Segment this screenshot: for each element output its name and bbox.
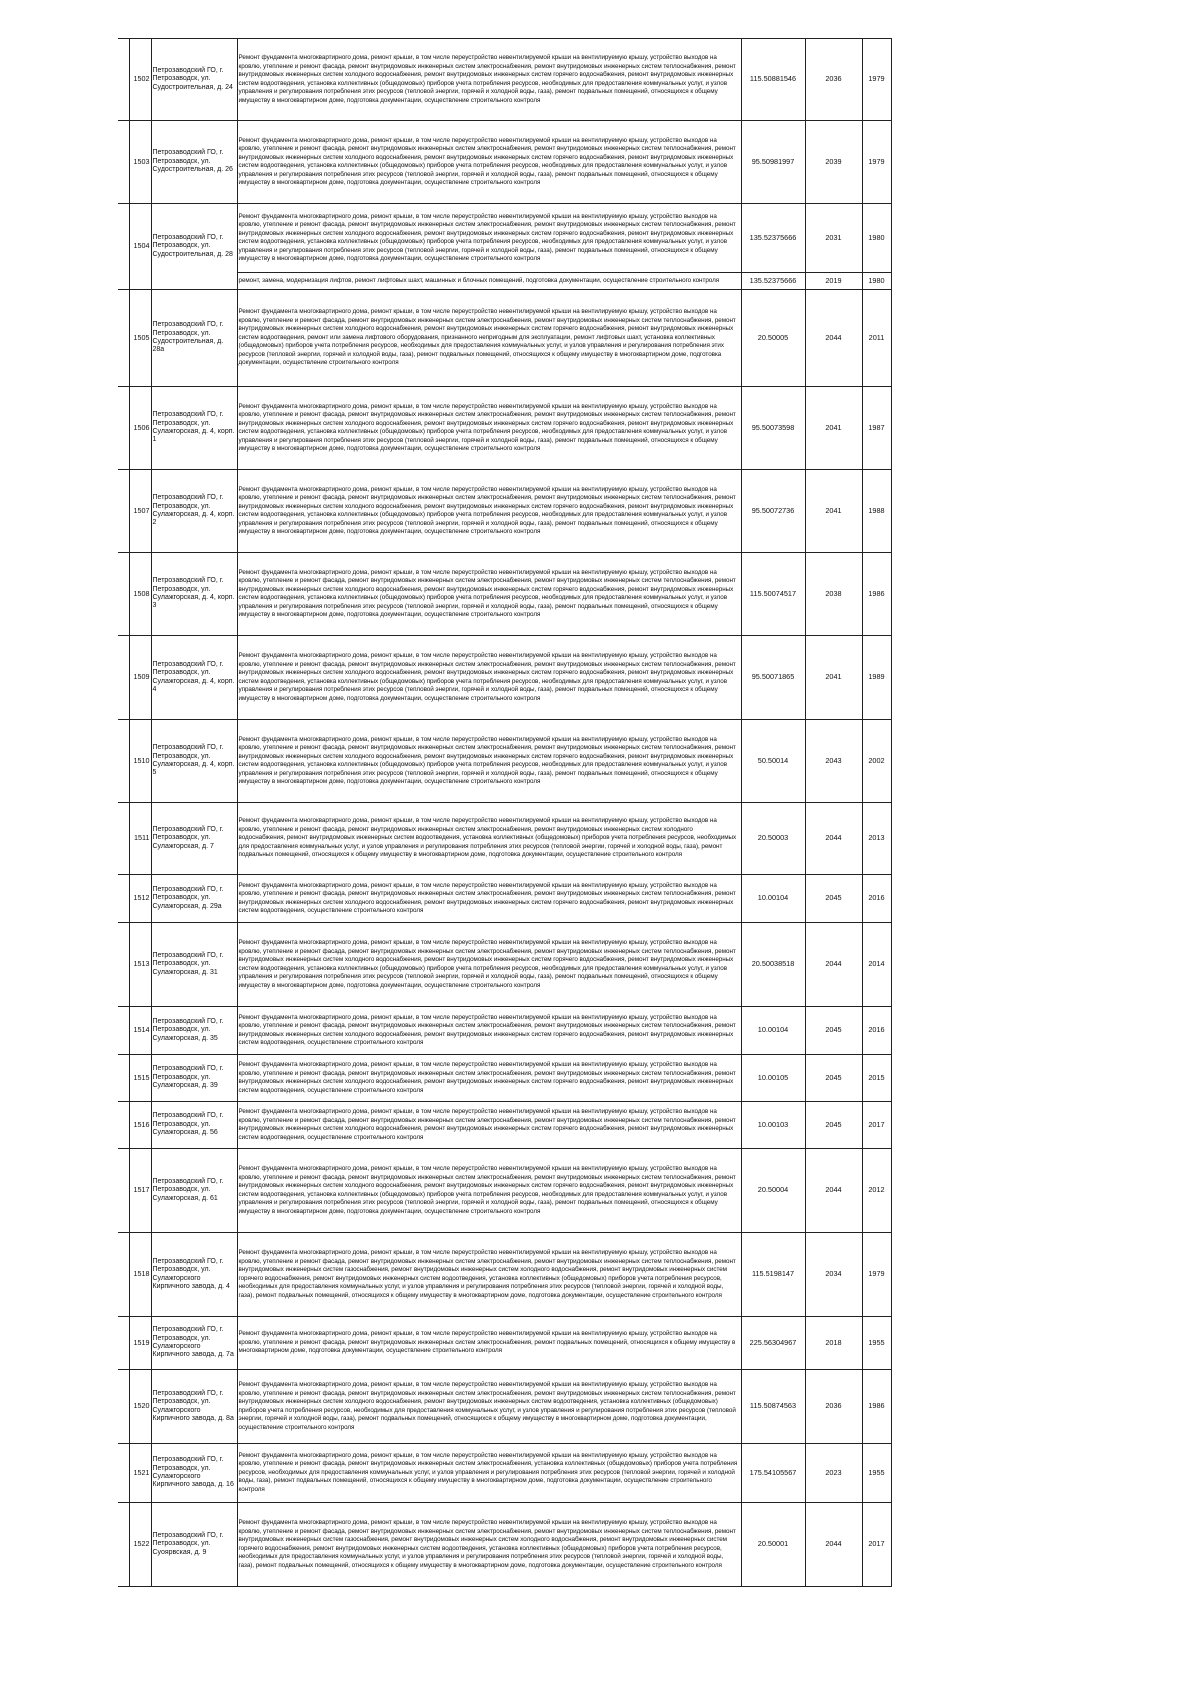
table-row	[118, 1444, 891, 1503]
built-year-cell: 2015	[862, 1055, 891, 1102]
works-cell: Ремонт фундамента многоквартирного дома, ремонт крыши, в том числе переустройство невентилируемой крыши на вентилируемую крышу, устройство выходов на кровлю, утепление и ремонт фасада, ремонт внутридомовых инженерных систем электроснабжения, ремонт внутридомовых инженерных систем теплоснабжения, ремонт внутридомовых инженерных систем холодного водоснабжения, ремонт внутридомовых инженерных систем горячего водоснабжения, ремонт внутридомовых инженерных систем водоотведения, ремонт или замена лифтового оборудования, признанного непригодным для эксплуатации, ремонт лифтовых шахт, установка коллективных (общедомовых) приборов учета потребления ресурсов, необходимых для предоставления коммунальных услуг, и узлов управления и регулирования потребления этих ресурсов (тепловой энергии, горячей и холодной воды, газа), ремонт подвальных помещений, относящихся к общему имуществу в многоквартирном доме, подготовка документации, осуществление строительного контроля	[237, 290, 741, 387]
row-number: 1503	[129, 121, 151, 204]
planned-year-cell: 2044	[805, 803, 862, 875]
value-cell: 115.5198147	[741, 1233, 805, 1317]
works-cell: Ремонт фундамента многоквартирного дома, ремонт крыши, в том числе переустройство невентилируемой крыши на вентилируемую крышу, устройство выходов на кровлю, утепление и ремонт фасада, ремонт внутридомовых инженерных систем электроснабжения, ремонт внутридомовых инженерных систем теплоснабжения, ремонт внутридомовых инженерных систем холодного водоснабжения, ремонт внутридомовых инженерных систем горячего водоснабжения, ремонт внутридомовых инженерных систем водоотведения, установка коллективных (общедомовых) приборов учета потребления ресурсов, необходимых для предоставления коммунальных услуг, и узлов управления и регулирования потребления этих ресурсов (тепловой энергии, горячей и холодной воды, газа), ремонт подвальных помещений, относящихся к общему имуществу в многоквартирном доме, подготовка документации, осуществление строительного контроля	[237, 121, 741, 204]
planned-year-cell: 2043	[805, 720, 862, 803]
address-cell: Петрозаводский ГО, г. Петрозаводск, ул. Сулажгорская, д. 29а	[151, 875, 237, 923]
built-year-cell: 2016	[862, 1007, 891, 1055]
address-cell: Петрозаводский ГО, г. Петрозаводск, ул. Сулажгорская, д. 4, корп. 2	[151, 470, 237, 553]
row-number: 1507	[129, 470, 151, 553]
table-row	[118, 39, 891, 121]
works-cell: Ремонт фундамента многоквартирного дома, ремонт крыши, в том числе переустройство невентилируемой крыши на вентилируемую крышу, устройство выходов на кровлю, утепление и ремонт фасада, ремонт внутридомовых инженерных систем электроснабжения, ремонт внутридомовых инженерных систем теплоснабжения, ремонт внутридомовых инженерных систем холодного водоснабжения, ремонт внутридомовых инженерных систем горячего водоснабжения, ремонт внутридомовых инженерных систем водоотведения, осуществление строительного контроля	[237, 1102, 741, 1149]
built-year-cell: 2012	[862, 1149, 891, 1233]
row-number: 1510	[129, 720, 151, 803]
planned-year-cell: 2041	[805, 470, 862, 553]
address-cell: Петрозаводский ГО, г. Петрозаводск, ул. Сулажгорская, д. 56	[151, 1102, 237, 1149]
row-number: 1521	[129, 1444, 151, 1503]
built-year-cell: 1989	[862, 636, 891, 720]
planned-year-cell: 2031	[805, 204, 862, 273]
table-row	[118, 1102, 891, 1149]
row-number: 1517	[129, 1149, 151, 1233]
row-number: 1516	[129, 1102, 151, 1149]
row-number: 1512	[129, 875, 151, 923]
value-cell: 10.00104	[741, 1007, 805, 1055]
planned-year-cell: 2018	[805, 1317, 862, 1370]
planned-year-cell: 2034	[805, 1233, 862, 1317]
value-cell: 20.50005	[741, 290, 805, 387]
address-cell: Петрозаводский ГО, г. Петрозаводск, ул. Сулажгорская, д. 31	[151, 923, 237, 1007]
works-cell: Ремонт фундамента многоквартирного дома, ремонт крыши, в том числе переустройство невентилируемой крыши на вентилируемую крышу, устройство выходов на кровлю, утепление и ремонт фасада, ремонт внутридомовых инженерных систем электроснабжения, ремонт внутридомовых инженерных систем холодного водоснабжения, ремонт внутридомовых инженерных систем водоотведения, установка коллективных (общедомовых) приборов учета потребления ресурсов, необходимых для предоставления коммунальных услуг, и узлов управления и регулирования потребления этих ресурсов (тепловой энергии, горячей и холодной воды, газа), ремонт подвальных помещений, относящихся к общему имуществу в многоквартирном доме, подготовка документации, осуществление строительного контроля	[237, 803, 741, 875]
table-row	[118, 204, 891, 273]
document-page	[118, 38, 892, 1587]
planned-year-cell: 2045	[805, 875, 862, 923]
table-row	[118, 121, 891, 204]
table-row	[118, 720, 891, 803]
built-year-cell: 1980	[862, 204, 891, 273]
table-row	[118, 1055, 891, 1102]
value-cell: 95.50072736	[741, 470, 805, 553]
built-year-cell: 1988	[862, 470, 891, 553]
value-cell: 95.50981997	[741, 121, 805, 204]
lift-works-cell: ремонт, замена, модернизация лифтов, ремонт лифтовых шахт, машинных и блочных помещений, подготовка документации, осуществление строительного контроля	[237, 273, 741, 290]
address-cell: Петрозаводский ГО, г. Петрозаводск, ул. Судостроительная, д. 28а	[151, 290, 237, 387]
planned-year-cell: 2038	[805, 553, 862, 636]
planned-year-cell: 2044	[805, 1149, 862, 1233]
capital-repair-table	[118, 38, 892, 1587]
planned-year-cell: 2041	[805, 387, 862, 470]
works-cell: Ремонт фундамента многоквартирного дома, ремонт крыши, в том числе переустройство невентилируемой крыши на вентилируемую крышу, устройство выходов на кровлю, утепление и ремонт фасада, ремонт внутридомовых инженерных систем электроснабжения, ремонт внутридомовых инженерных систем теплоснабжения, ремонт внутридомовых инженерных систем холодного водоснабжения, ремонт внутридомовых инженерных систем горячего водоснабжения, ремонт внутридомовых инженерных систем водоотведения, осуществление строительного контроля	[237, 1055, 741, 1102]
works-cell: Ремонт фундамента многоквартирного дома, ремонт крыши, в том числе переустройство невентилируемой крыши на вентилируемую крышу, устройство выходов на кровлю, утепление и ремонт фасада, ремонт внутридомовых инженерных систем электроснабжения, ремонт внутридомовых инженерных систем теплоснабжения, ремонт внутридомовых инженерных систем холодного водоснабжения, ремонт внутридомовых инженерных систем горячего водоснабжения, ремонт внутридомовых инженерных систем водоотведения, установка коллективных (общедомовых) приборов учета потребления ресурсов, необходимых для предоставления коммунальных услуг, и узлов управления и регулирования потребления этих ресурсов (тепловой энергии, горячей и холодной воды, газа), ремонт подвальных помещений, относящихся к общему имуществу в многоквартирном доме, подготовка документации, осуществление строительного контроля	[237, 923, 741, 1007]
built-year-cell: 2017	[862, 1102, 891, 1149]
works-cell: Ремонт фундамента многоквартирного дома, ремонт крыши, в том числе переустройство невентилируемой крыши на вентилируемую крышу, устройство выходов на кровлю, утепление и ремонт фасада, ремонт внутридомовых инженерных систем электроснабжения, ремонт внутридомовых инженерных систем теплоснабжения, ремонт внутридомовых инженерных систем холодного водоснабжения, ремонт внутридомовых инженерных систем водоотведения, установка коллективных (общедомовых) приборов учета потребления ресурсов, необходимых для предоставления коммунальных услуг, и узлов управления и регулирования потребления этих ресурсов (тепловой энергии, горячей и холодной воды, газа), ремонт подвальных помещений, относящихся к общему имуществу в многоквартирном доме, подготовка документации, осуществление строительного контроля	[237, 1370, 741, 1444]
works-cell: Ремонт фундамента многоквартирного дома, ремонт крыши, в том числе переустройство невентилируемой крыши на вентилируемую крышу, устройство выходов на кровлю, утепление и ремонт фасада, ремонт внутридомовых инженерных систем электроснабжения, ремонт внутридомовых инженерных систем теплоснабжения, ремонт внутридомовых инженерных систем холодного водоснабжения, ремонт внутридомовых инженерных систем горячего водоснабжения, ремонт внутридомовых инженерных систем водоотведения, установка коллективных (общедомовых) приборов учета потребления ресурсов, необходимых для предоставления коммунальных услуг, и узлов управления и регулирования потребления этих ресурсов (тепловой энергии, горячей и холодной воды, газа), ремонт подвальных помещений, относящихся к общему имуществу в многоквартирном доме, подготовка документации, осуществление строительного контроля	[237, 470, 741, 553]
planned-year-cell: 2044	[805, 1503, 862, 1587]
value-cell: 135.52375666	[741, 204, 805, 273]
works-cell: Ремонт фундамента многоквартирного дома, ремонт крыши, в том числе переустройство невентилируемой крыши на вентилируемую крышу, устройство выходов на кровлю, утепление и ремонт фасада, ремонт внутридомовых инженерных систем электроснабжения, установка коллективных (общедомовых) приборов учета потребления ресурсов, необходимых для предоставления коммунальных услуг, и узлов управления и регулирования потребления этих ресурсов (тепловой энергии, горячей и холодной воды, газа), ремонт подвальных помещений, относящихся к общему имуществу в многоквартирном доме, подготовка документации, осуществление строительного контроля	[237, 1444, 741, 1503]
built-year-cell: 2017	[862, 1503, 891, 1587]
built-year-cell: 2011	[862, 290, 891, 387]
planned-year-cell: 2036	[805, 1370, 862, 1444]
works-cell: Ремонт фундамента многоквартирного дома, ремонт крыши, в том числе переустройство невентилируемой крыши на вентилируемую крышу, устройство выходов на кровлю, утепление и ремонт фасада, ремонт внутридомовых инженерных систем электроснабжения, ремонт внутридомовых инженерных систем теплоснабжения, ремонт внутридомовых инженерных систем холодного водоснабжения, ремонт внутридомовых инженерных систем горячего водоснабжения, ремонт внутридомовых инженерных систем водоотведения, осуществление строительного контроля	[237, 1007, 741, 1055]
row-number: 1515	[129, 1055, 151, 1102]
built-year-cell: 2013	[862, 803, 891, 875]
value-cell: 175.54105567	[741, 1444, 805, 1503]
address-cell: Петрозаводский ГО, г. Петрозаводск, ул. Сулажгорская, д. 4, корп. 5	[151, 720, 237, 803]
value-cell: 95.50071865	[741, 636, 805, 720]
address-cell: Петрозаводский ГО, г. Петрозаводск, ул. Сулажгорская, д. 35	[151, 1007, 237, 1055]
address-cell: Петрозаводский ГО, г. Петрозаводск, ул. Сулажгорского Кирпичного завода, д. 7а	[151, 1317, 237, 1370]
works-cell: Ремонт фундамента многоквартирного дома, ремонт крыши, в том числе переустройство невентилируемой крыши на вентилируемую крышу, устройство выходов на кровлю, утепление и ремонт фасада, ремонт внутридомовых инженерных систем электроснабжения, ремонт внутридомовых инженерных систем теплоснабжения, ремонт внутридомовых инженерных систем газоснабжения, ремонт внутридомовых инженерных систем холодного водоснабжения, ремонт внутридомовых инженерных систем горячего водоснабжения, ремонт внутридомовых инженерных систем водоотведения, установка коллективных (общедомовых) приборов учета потребления ресурсов, необходимых для предоставления коммунальных услуг, и узлов управления и регулирования потребления этих ресурсов (тепловой энергии, горячей и холодной воды, газа), ремонт подвальных помещений, относящихся к общему имуществу в многоквартирном доме, подготовка документации, осуществление строительного контроля	[237, 1503, 741, 1587]
planned-year-cell: 2036	[805, 39, 862, 121]
table-row	[118, 803, 891, 875]
built-year-cell: 2014	[862, 923, 891, 1007]
works-cell: Ремонт фундамента многоквартирного дома, ремонт крыши, в том числе переустройство невентилируемой крыши на вентилируемую крышу, устройство выходов на кровлю, утепление и ремонт фасада, ремонт внутридомовых инженерных систем электроснабжения, ремонт внутридомовых инженерных систем теплоснабжения, ремонт внутридомовых инженерных систем холодного водоснабжения, ремонт внутридомовых инженерных систем горячего водоснабжения, ремонт внутридомовых инженерных систем водоотведения, установка коллективных (общедомовых) приборов учета потребления ресурсов, необходимых для предоставления коммунальных услуг, и узлов управления и регулирования потребления этих ресурсов (тепловой энергии, горячей и холодной воды, газа), ремонт подвальных помещений, относящихся к общему имуществу в многоквартирном доме, подготовка документации, осуществление строительного контроля	[237, 39, 741, 121]
planned-year-cell: 2019	[805, 273, 862, 290]
address-cell: Петрозаводский ГО, г. Петрозаводск, ул. Судостроительная, д. 26	[151, 121, 237, 204]
row-number: 1514	[129, 1007, 151, 1055]
built-year-cell: 1987	[862, 387, 891, 470]
value-cell: 20.50001	[741, 1503, 805, 1587]
value-cell: 10.00104	[741, 875, 805, 923]
row-number: 1518	[129, 1233, 151, 1317]
address-cell: Петрозаводский ГО, г. Петрозаводск, ул. Сулажгорская, д. 4, корп. 1	[151, 387, 237, 470]
table-row	[118, 1007, 891, 1055]
works-cell: Ремонт фундамента многоквартирного дома, ремонт крыши, в том числе переустройство невентилируемой крыши на вентилируемую крышу, устройство выходов на кровлю, утепление и ремонт фасада, ремонт внутридомовых инженерных систем электроснабжения, ремонт внутридомовых инженерных систем теплоснабжения, ремонт внутридомовых инженерных систем холодного водоснабжения, ремонт внутридомовых инженерных систем горячего водоснабжения, ремонт внутридомовых инженерных систем водоотведения, установка коллективных (общедомовых) приборов учета потребления ресурсов, необходимых для предоставления коммунальных услуг, и узлов управления и регулирования потребления этих ресурсов (тепловой энергии, горячей и холодной воды, газа), ремонт подвальных помещений, относящихся к общему имуществу в многоквартирном доме, подготовка документации, осуществление строительного контроля	[237, 636, 741, 720]
planned-year-cell: 2044	[805, 923, 862, 1007]
address-cell: Петрозаводский ГО, г. Петрозаводск, ул. Судостроительная, д. 28	[151, 204, 237, 290]
row-number: 1522	[129, 1503, 151, 1587]
built-year-cell: 1955	[862, 1444, 891, 1503]
works-cell: Ремонт фундамента многоквартирного дома, ремонт крыши, в том числе переустройство невентилируемой крыши на вентилируемую крышу, устройство выходов на кровлю, утепление и ремонт фасада, ремонт внутридомовых инженерных систем электроснабжения, ремонт внутридомовых инженерных систем теплоснабжения, ремонт внутридомовых инженерных систем холодного водоснабжения, ремонт внутридомовых инженерных систем горячего водоснабжения, ремонт внутридомовых инженерных систем водоотведения, установка коллективных (общедомовых) приборов учета потребления ресурсов, необходимых для предоставления коммунальных услуг, и узлов управления и регулирования потребления этих ресурсов (тепловой энергии, горячей и холодной воды, газа), ремонт подвальных помещений, относящихся к общему имуществу в многоквартирном доме, подготовка документации, осуществление строительного контроля	[237, 204, 741, 273]
planned-year-cell: 2045	[805, 1102, 862, 1149]
built-year-cell: 1980	[862, 273, 891, 290]
row-number: 1505	[129, 290, 151, 387]
value-cell: 95.50073598	[741, 387, 805, 470]
built-year-cell: 2016	[862, 875, 891, 923]
row-number: 1519	[129, 1317, 151, 1370]
works-cell: Ремонт фундамента многоквартирного дома, ремонт крыши, в том числе переустройство невентилируемой крыши на вентилируемую крышу, устройство выходов на кровлю, утепление и ремонт фасада, ремонт внутридомовых инженерных систем электроснабжения, ремонт внутридомовых инженерных систем теплоснабжения, ремонт внутридомовых инженерных систем холодного водоснабжения, ремонт внутридомовых инженерных систем горячего водоснабжения, ремонт внутридомовых инженерных систем водоотведения, осуществление строительного контроля	[237, 875, 741, 923]
table-row	[118, 1503, 891, 1587]
row-number: 1506	[129, 387, 151, 470]
works-cell: Ремонт фундамента многоквартирного дома, ремонт крыши, в том числе переустройство невентилируемой крыши на вентилируемую крышу, устройство выходов на кровлю, утепление и ремонт фасада, ремонт внутридомовых инженерных систем электроснабжения, ремонт внутридомовых инженерных систем теплоснабжения, ремонт внутридомовых инженерных систем холодного водоснабжения, ремонт внутридомовых инженерных систем горячего водоснабжения, ремонт внутридомовых инженерных систем водоотведения, установка коллективных (общедомовых) приборов учета потребления ресурсов, необходимых для предоставления коммунальных услуг, и узлов управления и регулирования потребления этих ресурсов (тепловой энергии, горячей и холодной воды, газа), ремонт подвальных помещений, относящихся к общему имуществу в многоквартирном доме, подготовка документации, осуществление строительного контроля	[237, 1149, 741, 1233]
value-cell: 10.00105	[741, 1055, 805, 1102]
row-number: 1508	[129, 553, 151, 636]
built-year-cell: 1986	[862, 553, 891, 636]
address-cell: Петрозаводский ГО, г. Петрозаводск, ул. Сулажгорская, д. 39	[151, 1055, 237, 1102]
value-cell: 10.00103	[741, 1102, 805, 1149]
address-cell: Петрозаводский ГО, г. Петрозаводск, ул. Суоярвская, д. 9	[151, 1503, 237, 1587]
table-row	[118, 1370, 891, 1444]
address-cell: Петрозаводский ГО, г. Петрозаводск, ул. Сулажгорская, д. 7	[151, 803, 237, 875]
row-number: 1502	[129, 39, 151, 121]
built-year-cell: 1986	[862, 1370, 891, 1444]
works-cell: Ремонт фундамента многоквартирного дома, ремонт крыши, в том числе переустройство невентилируемой крыши на вентилируемую крышу, устройство выходов на кровлю, утепление и ремонт фасада, ремонт внутридомовых инженерных систем электроснабжения, ремонт внутридомовых инженерных систем теплоснабжения, ремонт внутридомовых инженерных систем холодного водоснабжения, ремонт внутридомовых инженерных систем горячего водоснабжения, ремонт внутридомовых инженерных систем водоотведения, установка коллективных (общедомовых) приборов учета потребления ресурсов, необходимых для предоставления коммунальных услуг, и узлов управления и регулирования потребления этих ресурсов (тепловой энергии, горячей и холодной воды, газа), ремонт подвальных помещений, относящихся к общему имуществу в многоквартирном доме, подготовка документации, осуществление строительного контроля	[237, 553, 741, 636]
table-row	[118, 290, 891, 387]
address-cell: Петрозаводский ГО, г. Петрозаводск, ул. Сулажгорская, д. 4, корп. 3	[151, 553, 237, 636]
value-cell: 225.56304967	[741, 1317, 805, 1370]
table-row	[118, 1317, 891, 1370]
row-number: 1513	[129, 923, 151, 1007]
table-row	[118, 636, 891, 720]
works-cell: Ремонт фундамента многоквартирного дома, ремонт крыши, в том числе переустройство невентилируемой крыши на вентилируемую крышу, устройство выходов на кровлю, утепление и ремонт фасада, ремонт внутридомовых инженерных систем электроснабжения, ремонт внутридомовых инженерных систем теплоснабжения, ремонт внутридомовых инженерных систем холодного водоснабжения, ремонт внутридомовых инженерных систем горячего водоснабжения, ремонт внутридомовых инженерных систем водоотведения, установка коллективных (общедомовых) приборов учета потребления ресурсов, необходимых для предоставления коммунальных услуг, и узлов управления и регулирования потребления этих ресурсов (тепловой энергии, горячей и холодной воды, газа), ремонт подвальных помещений, относящихся к общему имуществу в многоквартирном доме, подготовка документации, осуществление строительного контроля	[237, 720, 741, 803]
value-cell: 135.52375666	[741, 273, 805, 290]
built-year-cell: 1979	[862, 39, 891, 121]
table-row	[118, 387, 891, 470]
address-cell: Петрозаводский ГО, г. Петрозаводск, ул. Сулажгорского Кирпичного завода, д. 16	[151, 1444, 237, 1503]
address-cell: Петрозаводский ГО, г. Петрозаводск, ул. Сулажгорского Кирпичного завода, д. 4	[151, 1233, 237, 1317]
value-cell: 115.50874563	[741, 1370, 805, 1444]
table-row	[118, 553, 891, 636]
planned-year-cell: 2044	[805, 290, 862, 387]
built-year-cell: 1979	[862, 1233, 891, 1317]
planned-year-cell: 2045	[805, 1055, 862, 1102]
table-row	[118, 923, 891, 1007]
address-cell: Петрозаводский ГО, г. Петрозаводск, ул. Сулажгорского Кирпичного завода, д. 8а	[151, 1370, 237, 1444]
works-cell: Ремонт фундамента многоквартирного дома, ремонт крыши, в том числе переустройство невентилируемой крыши на вентилируемую крышу, устройство выходов на кровлю, утепление и ремонт фасада, ремонт внутридомовых инженерных систем электроснабжения, ремонт подвальных помещений, относящихся к общему имуществу в многоквартирном доме, подготовка документации, осуществление строительного контроля	[237, 1317, 741, 1370]
planned-year-cell: 2041	[805, 636, 862, 720]
row-number: 1504	[129, 204, 151, 290]
table-row	[118, 1233, 891, 1317]
works-cell: Ремонт фундамента многоквартирного дома, ремонт крыши, в том числе переустройство невентилируемой крыши на вентилируемую крышу, устройство выходов на кровлю, утепление и ремонт фасада, ремонт внутридомовых инженерных систем электроснабжения, ремонт внутридомовых инженерных систем теплоснабжения, ремонт внутридомовых инженерных систем холодного водоснабжения, ремонт внутридомовых инженерных систем горячего водоснабжения, ремонт внутридомовых инженерных систем водоотведения, установка коллективных (общедомовых) приборов учета потребления ресурсов, необходимых для предоставления коммунальных услуг, и узлов управления и регулирования потребления этих ресурсов (тепловой энергии, горячей и холодной воды, газа), ремонт подвальных помещений, относящихся к общему имуществу в многоквартирном доме, подготовка документации, осуществление строительного контроля	[237, 387, 741, 470]
row-number: 1520	[129, 1370, 151, 1444]
planned-year-cell: 2045	[805, 1007, 862, 1055]
address-cell: Петрозаводский ГО, г. Петрозаводск, ул. Сулажгорская, д. 61	[151, 1149, 237, 1233]
works-cell: Ремонт фундамента многоквартирного дома, ремонт крыши, в том числе переустройство невентилируемой крыши на вентилируемую крышу, устройство выходов на кровлю, утепление и ремонт фасада, ремонт внутридомовых инженерных систем электроснабжения, ремонт внутридомовых инженерных систем теплоснабжения, ремонт внутридомовых инженерных систем газоснабжения, ремонт внутридомовых инженерных систем холодного водоснабжения, ремонт внутридомовых инженерных систем горячего водоснабжения, ремонт внутридомовых инженерных систем водоотведения, установка коллективных (общедомовых) приборов учета потребления ресурсов, необходимых для предоставления коммунальных услуг, и узлов управления и регулирования потребления этих ресурсов (тепловой энергии, горячей и холодной воды, газа), ремонт подвальных помещений, относящихся к общему имуществу в многоквартирном доме, подготовка документации, осуществление строительного контроля	[237, 1233, 741, 1317]
built-year-cell: 1979	[862, 121, 891, 204]
address-cell: Петрозаводский ГО, г. Петрозаводск, ул. Судостроительная, д. 24	[151, 39, 237, 121]
table-row	[118, 875, 891, 923]
address-cell: Петрозаводский ГО, г. Петрозаводск, ул. Сулажгорская, д. 4, корп. 4	[151, 636, 237, 720]
table-row	[118, 1149, 891, 1233]
planned-year-cell: 2039	[805, 121, 862, 204]
table-row	[118, 470, 891, 553]
value-cell: 20.50003	[741, 803, 805, 875]
built-year-cell: 1955	[862, 1317, 891, 1370]
value-cell: 115.50881546	[741, 39, 805, 121]
value-cell: 115.50074517	[741, 553, 805, 636]
built-year-cell: 2002	[862, 720, 891, 803]
row-number: 1509	[129, 636, 151, 720]
value-cell: 20.50004	[741, 1149, 805, 1233]
planned-year-cell: 2023	[805, 1444, 862, 1503]
value-cell: 20.50038518	[741, 923, 805, 1007]
value-cell: 50.50014	[741, 720, 805, 803]
row-number: 1511	[129, 803, 151, 875]
